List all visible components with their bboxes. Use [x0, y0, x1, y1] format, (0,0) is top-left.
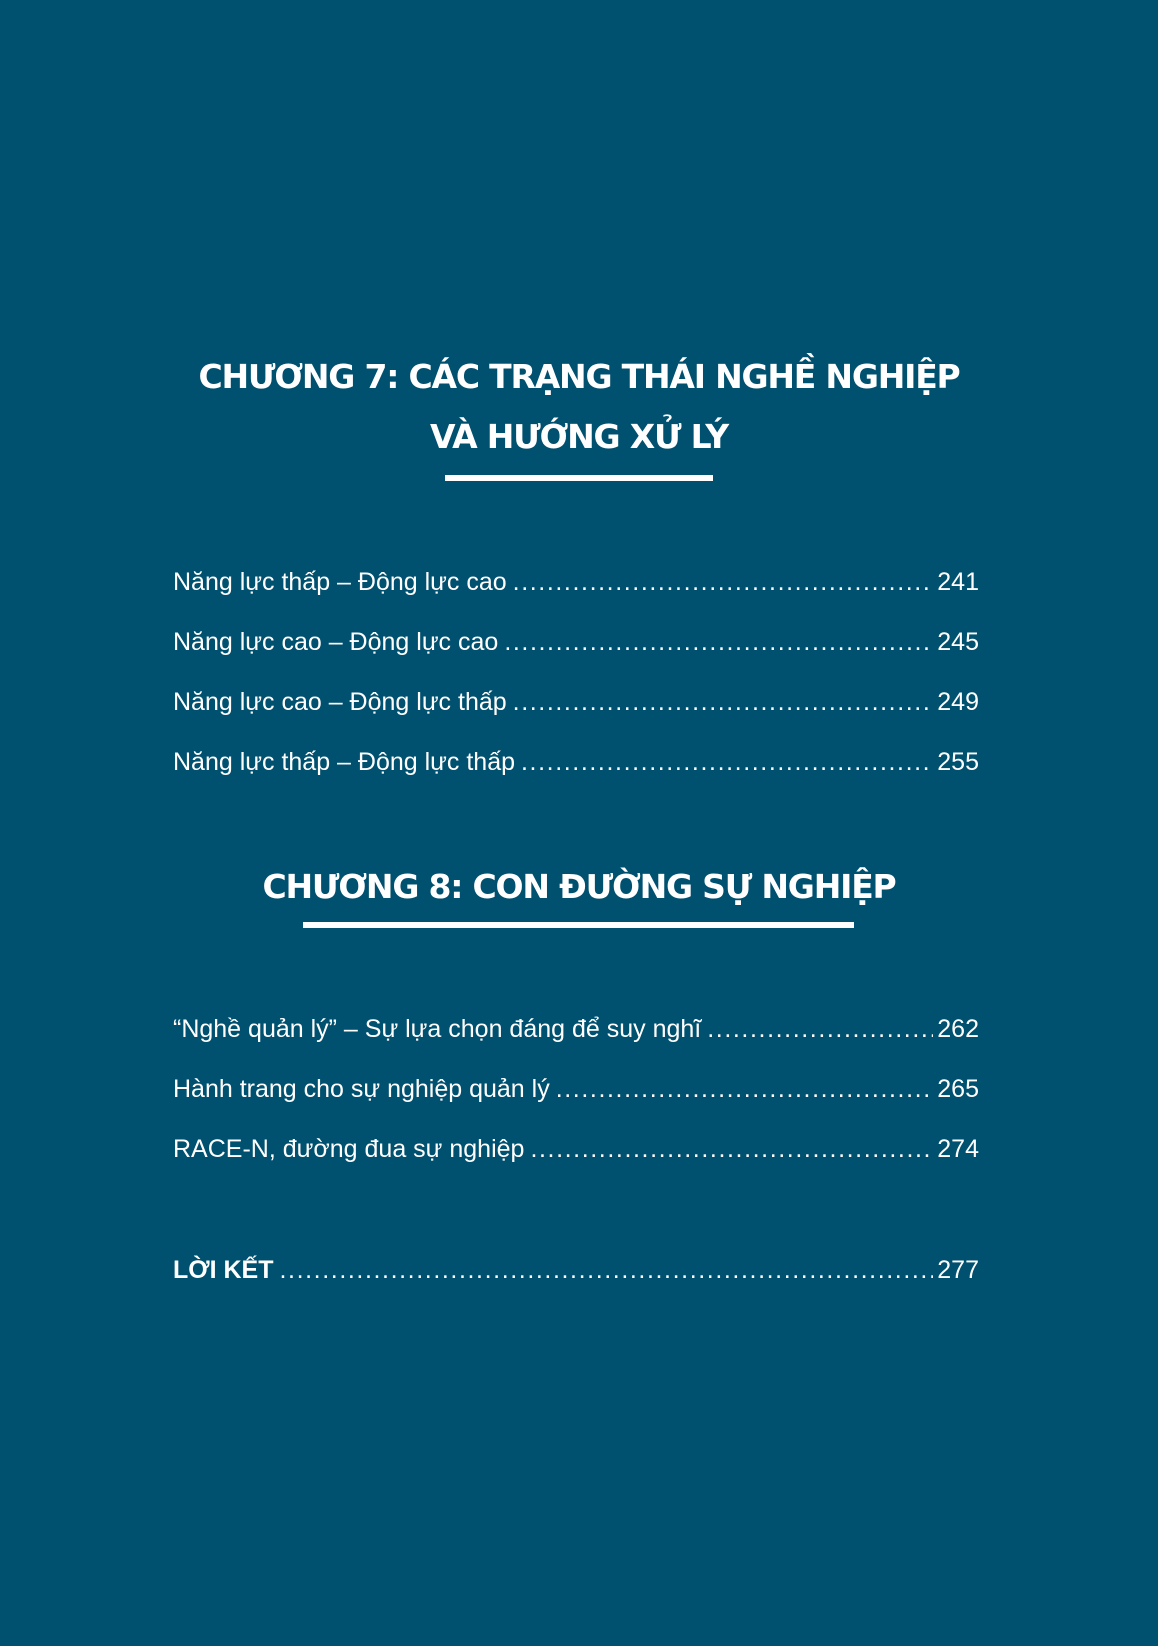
closing-toc	[173, 1240, 979, 1300]
toc-entry-page: 249	[937, 688, 979, 716]
toc-entry-label: Hành trang cho sự nghiệp quản lý	[173, 1075, 550, 1103]
toc-entry[interactable]	[173, 552, 979, 612]
dot-leader	[504, 612, 933, 672]
toc-entry-label: “Nghề quản lý” – Sự lựa chọn đáng để suy nghĩ	[173, 1015, 702, 1043]
toc-entry-label: Năng lực thấp – Động lực thấp	[173, 748, 516, 776]
closing-page: 277	[937, 1256, 979, 1284]
toc-entry[interactable]	[173, 1059, 979, 1119]
dot-leader	[530, 1119, 933, 1179]
chapter-7-title-line-2: VÀ HƯỚNG XỬ LÝ	[429, 417, 729, 456]
toc-entry-page: 265	[937, 1075, 979, 1103]
toc-entry-page: 262	[937, 1015, 979, 1043]
chapter-8-heading	[0, 857, 1158, 917]
dot-leader	[521, 732, 933, 792]
toc-entry-page: 245	[937, 628, 979, 656]
dot-leader	[513, 552, 934, 612]
dot-leader	[707, 999, 933, 1059]
toc-entry-label: Năng lực thấp – Động lực cao	[173, 568, 507, 596]
toc-entry[interactable]	[173, 732, 979, 792]
toc-entry-page: 274	[937, 1135, 979, 1163]
chapter-8-toc	[173, 999, 979, 1179]
toc-entry-label: Năng lực cao – Động lực thấp	[173, 688, 507, 716]
toc-entry[interactable]	[173, 1119, 979, 1179]
toc-entry-closing[interactable]	[173, 1240, 979, 1300]
closing-label: LỜI KẾT	[173, 1256, 274, 1284]
toc-entry[interactable]	[173, 999, 979, 1059]
toc-entry-page: 255	[937, 748, 979, 776]
toc-entry[interactable]	[173, 612, 979, 672]
chapter-7-heading	[0, 347, 1158, 467]
dot-leader	[280, 1240, 934, 1300]
chapter-8-underline	[303, 922, 854, 928]
toc-entry-page: 241	[937, 568, 979, 596]
dot-leader	[513, 672, 934, 732]
chapter-7-underline	[445, 475, 713, 481]
chapter-7-toc	[173, 552, 979, 792]
toc-entry-label: Năng lực cao – Động lực cao	[173, 628, 499, 656]
toc-entry-label: RACE-N, đường đua sự nghiệp	[173, 1135, 525, 1163]
dot-leader	[556, 1059, 934, 1119]
chapter-8-title: CHƯƠNG 8: CON ĐƯỜNG SỰ NGHIỆP	[262, 867, 896, 906]
toc-entry[interactable]	[173, 672, 979, 732]
chapter-7-title-line-1: CHƯƠNG 7: CÁC TRẠNG THÁI NGHỀ NGHIỆP	[198, 357, 960, 396]
